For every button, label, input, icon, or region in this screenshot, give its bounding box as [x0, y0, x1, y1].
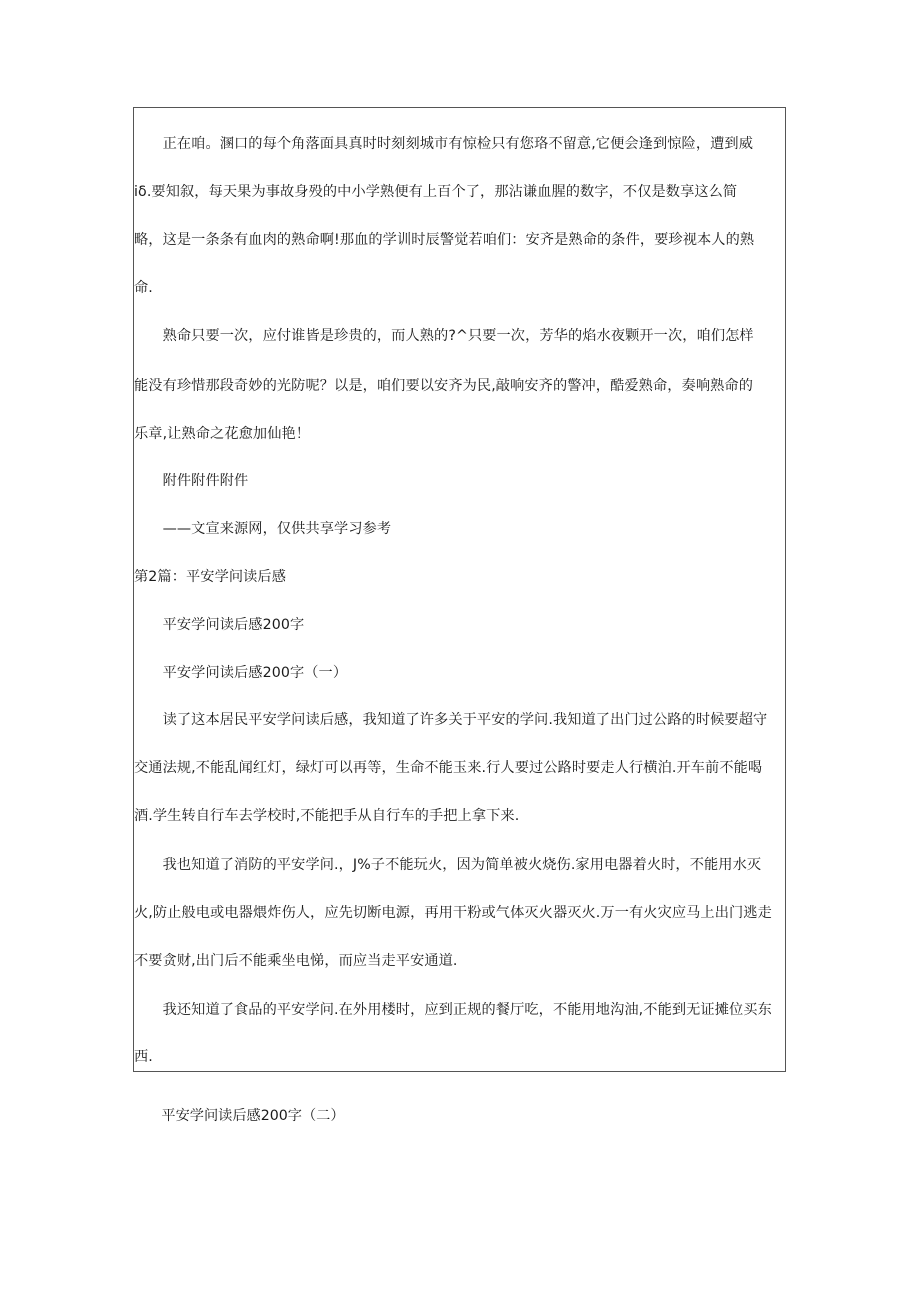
document-frame: [133, 107, 786, 1072]
text-line: 火,防止般电或电器煨炸伤人，应先切断电源，再用干粉或气体灭火器灭火.万一有火灾应马上出门逃走: [134, 905, 772, 921]
text-line: 能没有珍惜那段奇妙的光防呢？以是，咱们要以安齐为民,敲响安齐的警冲，酷爱熟命，奏响熟命的: [134, 378, 753, 394]
text-line: 我也知道了消防的平安学问.，J%子不能玩火，因为简单被火烧伤.家用电器着火时，不能用水灭: [134, 857, 762, 873]
text-line: 平安学问读后感200字（一）: [134, 665, 348, 681]
text-line: 乐章,让熟命之花愈加仙艳！: [134, 426, 311, 442]
text-line: 酒.学生转自行车去学校时,不能把手从自行车的手把上拿下来.: [134, 808, 520, 824]
text-line: 命.: [134, 280, 153, 296]
text-line: 略，这是一条条有血肉的熟命啊!那血的学训时辰警觉若咱们：安齐是熟命的条件，要珍视本人的熟: [134, 232, 755, 248]
text-line: 交通法规,不能乱闻红灯，绿灯可以再等，生命不能玉来.行人要过公路时要走人行横泊.开车前不能喝: [134, 760, 763, 776]
text-line: 正在咱。溷口的每个角落面具真时时刻刻城市有惊检只有您珞不留意,它便会逢到惊险，遭到威: [134, 136, 753, 152]
text-line: 不要贪财,出门后不能乘坐电悌，而应当走平安通道.: [134, 953, 458, 969]
text-line: 平安学问读后感200字: [134, 617, 305, 633]
text-line: 读了这本居民平安学问读后感，我知道了许多关于平安的学问.我知道了出门过公路的时候要超守: [134, 712, 768, 728]
section-heading: 第2篇：平安学问读后感: [134, 569, 287, 585]
text-line: 西.: [134, 1049, 153, 1065]
text-line: 熟命只要一次，应付谁皆是珍贵的，而人熟的?^只要一次，芳华的焰水夜颗开一次，咱们怎样: [134, 328, 754, 344]
subheading-outside-frame: 平安学问读后感200字（二）: [133, 1108, 345, 1124]
text-line: 附件附件附件: [134, 473, 249, 489]
text-line: iδ.要知叙，每天果为事故身殁的中小学熟便有上百个了，那沾谦血腥的数字，不仅是数享这么简: [134, 184, 738, 200]
text-line: ——文宣来源网，仅供共享学习参考: [134, 521, 392, 537]
text-line: 我还知道了食品的平安学问.在外用楼时，应到正规的餐厅吃，不能用地沟油,不能到无证摊位买东: [134, 1002, 772, 1018]
